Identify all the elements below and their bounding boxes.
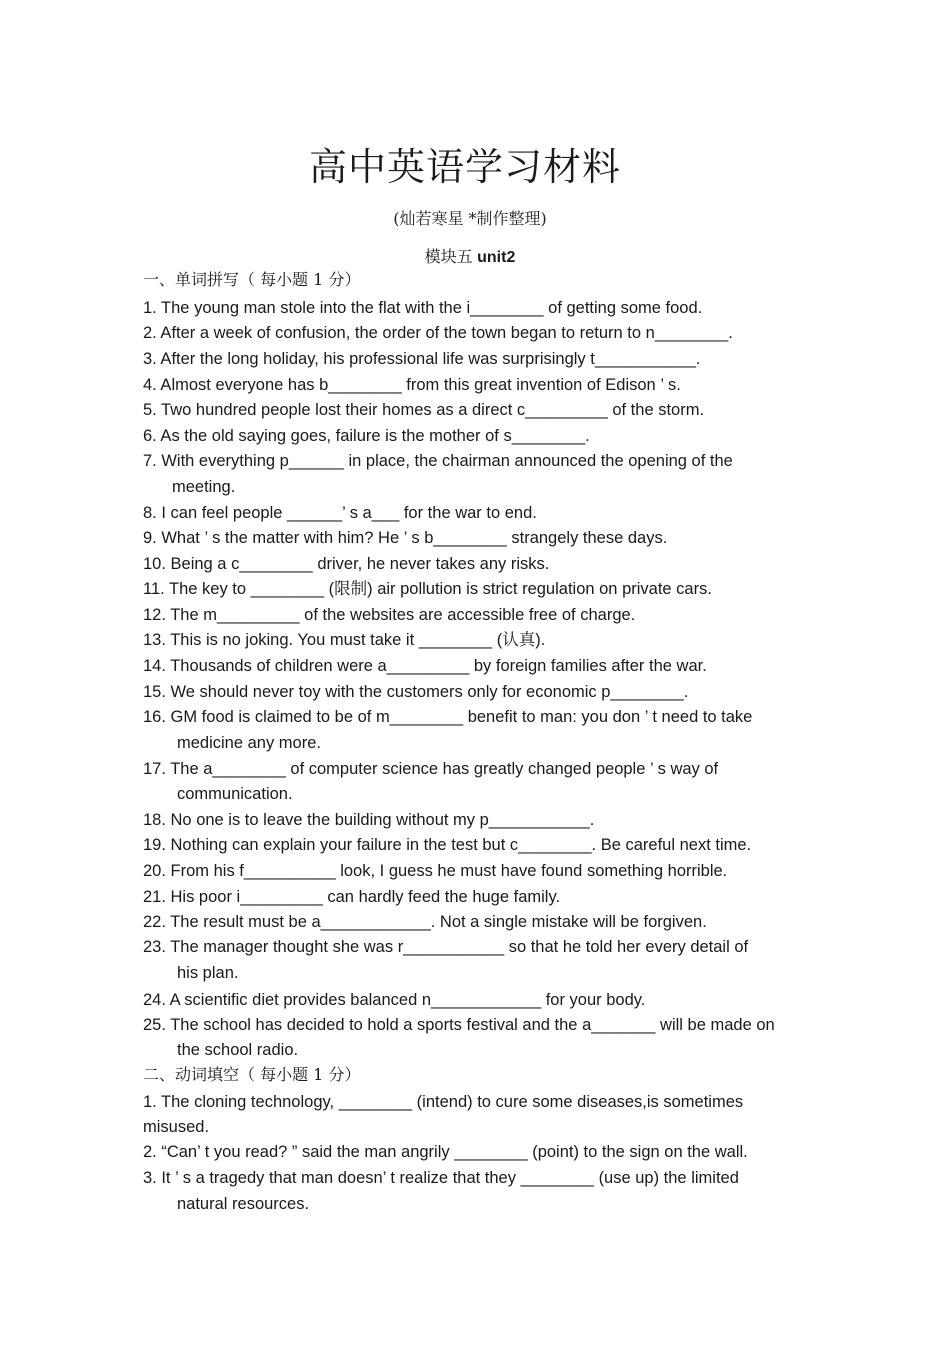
section-heading-verb-fill: 二、动词填空（ 每小题 1 分） — [143, 1065, 361, 1084]
module-label — [0, 244, 940, 267]
question-line: 14. Thousands of children were a_________ by foreign families after the war. — [143, 657, 707, 675]
question-line: 24. A scientific diet provides balanced n____________ for your body. — [143, 991, 646, 1009]
question-line: 23. The manager thought she was r___________ so that he told her every detail of — [143, 938, 749, 956]
question-line: 2. After a week of confusion, the order of the town began to return to n________. — [143, 324, 733, 342]
question-line-continued: natural resources. — [177, 1195, 310, 1213]
question-line: 7. With everything p______ in place, the chairman announced the opening of the — [143, 452, 733, 470]
question-line: 5. Two hundred people lost their homes as a direct c_________ of the storm. — [143, 401, 705, 419]
question-line-continued: meeting. — [172, 478, 236, 496]
question-line: 22. The result must be a____________. Not a single mistake will be forgiven. — [143, 913, 707, 931]
question-line: 19. Nothing can explain your failure in the test but c________. Be careful next time. — [143, 836, 752, 854]
question-line: 16. GM food is claimed to be of m________ benefit to man: you don ’ t need to take — [143, 708, 753, 726]
page-subtitle: (灿若寒星 *制作整理) — [393, 209, 547, 228]
question-line: 15. We should never toy with the customers only for economic p________. — [143, 683, 689, 701]
section-heading-word-spelling: 一、单词拼写（ 每小题 1 分） — [143, 270, 361, 289]
question-line: 20. From his f__________ look, I guess he must have found something horrible. — [143, 862, 728, 880]
question-line: 6. As the old saying goes, failure is the mother of s________. — [143, 427, 590, 445]
question-line: 11. The key to ________ (限制) air pollution is strict regulation on private cars. — [143, 580, 712, 598]
question-line-continued: the school radio. — [177, 1041, 299, 1059]
question-line: 3. It ’ s a tragedy that man doesn’ t realize that they ________ (use up) the limited — [143, 1169, 739, 1187]
question-line: 3. After the long holiday, his professional life was surprisingly t___________. — [143, 350, 701, 368]
question-line: 18. No one is to leave the building without my p___________. — [143, 811, 595, 829]
question-line: 17. The a________ of computer science has greatly changed people ’ s way of — [143, 760, 719, 778]
question-line-continued: communication. — [177, 785, 293, 803]
question-line-continued: medicine any more. — [177, 734, 321, 752]
question-line-continued: misused. — [143, 1118, 210, 1136]
question-line: 10. Being a c________ driver, he never takes any risks. — [143, 555, 550, 573]
question-line: 9. What ’ s the matter with him? He ’ s b________ strangely these days. — [143, 529, 668, 547]
question-line: 21. His poor i_________ can hardly feed the huge family. — [143, 888, 561, 906]
question-line: 13. This is no joking. You must take it ________ (认真). — [143, 631, 546, 649]
page-title: 高中英语学习材料 — [308, 145, 621, 189]
question-line: 1. The young man stole into the flat with the i________ of getting some food. — [143, 299, 703, 317]
module-unit: unit2 — [477, 249, 516, 266]
question-line: 25. The school has decided to hold a sports festival and the a_______ will be made on — [143, 1016, 775, 1034]
question-line: 4. Almost everyone has b________ from this great invention of Edison ’ s. — [143, 376, 681, 394]
question-line-continued: his plan. — [177, 964, 239, 982]
module-prefix: 模块五 — [424, 249, 473, 266]
question-line: 2. “Can’ t you read? ” said the man angrily ________ (point) to the sign on the wall. — [143, 1143, 748, 1161]
question-line: 8. I can feel people ______’ s a___ for the war to end. — [143, 504, 537, 522]
question-line: 1. The cloning technology, ________ (intend) to cure some diseases,is sometimes — [143, 1093, 744, 1111]
question-line: 12. The m_________ of the websites are accessible free of charge. — [143, 606, 636, 624]
